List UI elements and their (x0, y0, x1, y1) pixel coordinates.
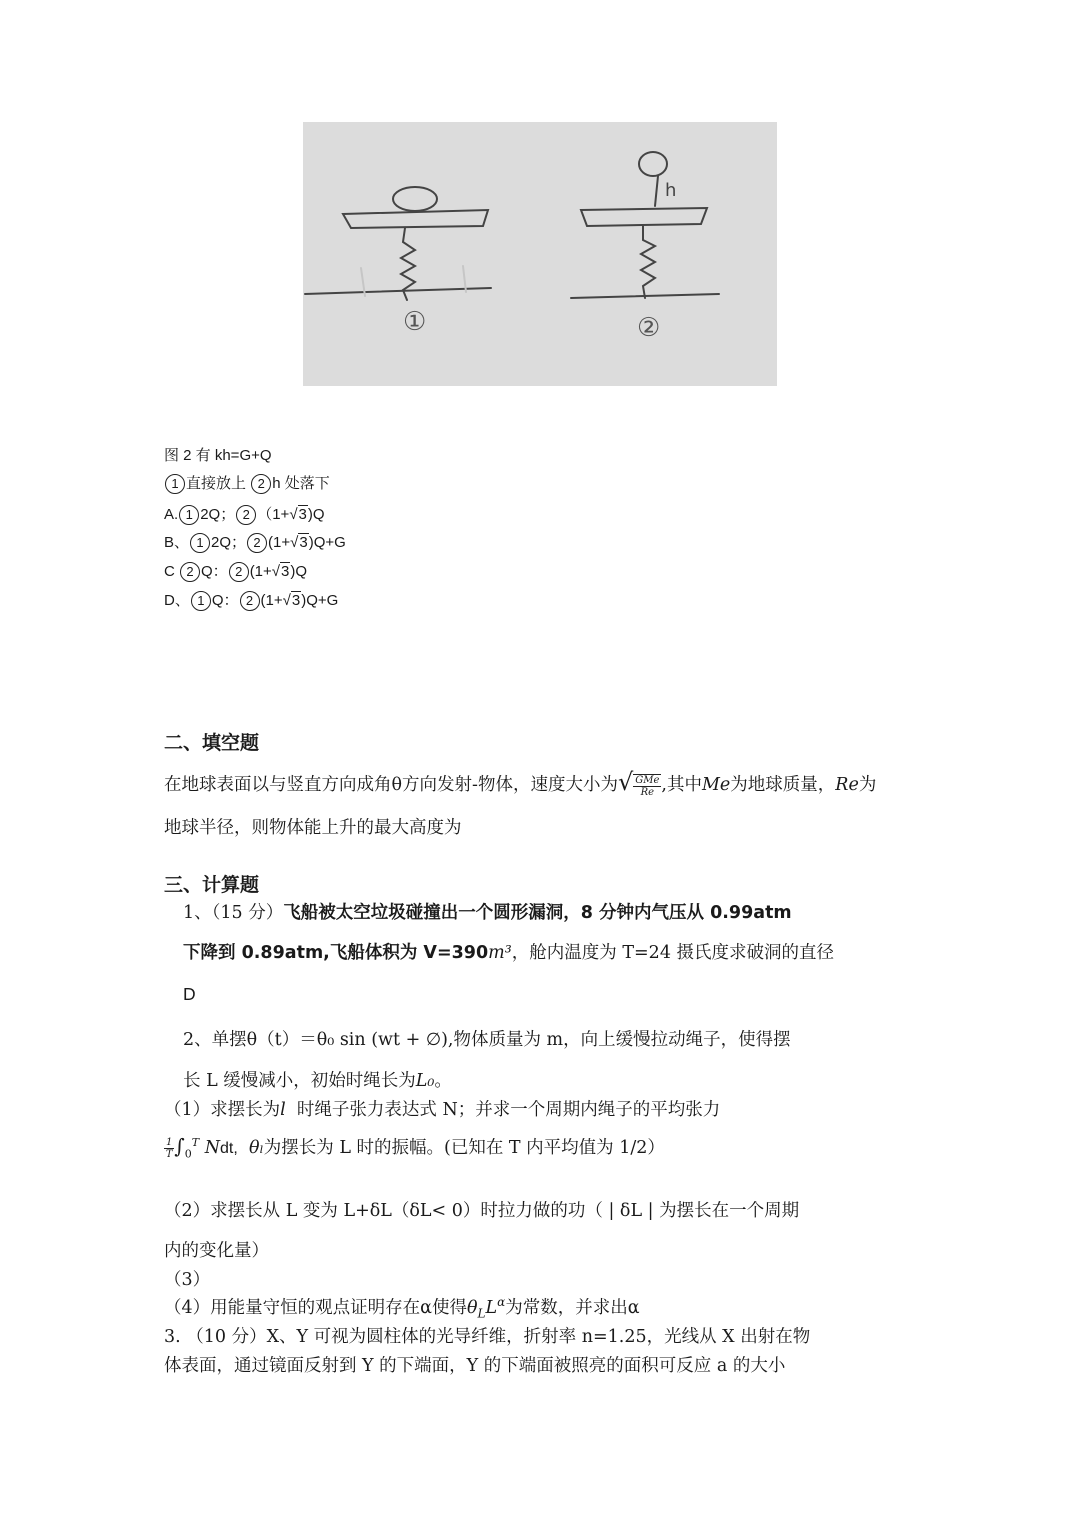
problem3-line2: 体表面，通过镜面反射到 Y 的下端面，Y 的下端面被照亮的面积可反应 a 的大小 (164, 1356, 786, 1376)
plate-right (581, 208, 707, 226)
spring-diagram (303, 122, 777, 386)
ball-right (639, 152, 667, 176)
q1-note: 图 2 有 kh=G+Q (164, 447, 272, 464)
circle-2: 2 (251, 474, 271, 494)
problem1-line2: 下降到 0.89atm,飞船体积为 V=390m³，舱内温度为 T=24 摄氏度求破洞的直径 (183, 943, 835, 963)
problem2-line2: 长 L 缓慢减小，初始时绳长为L₀。 (183, 1071, 452, 1091)
section2-heading: 二、填空题 (164, 732, 260, 754)
section2-line2: 地球半径，则物体能上升的最大高度为 (164, 818, 462, 838)
problem2-line1: 2、单摆θ（t）＝θ₀ sin (wt + ∅),物体质量为 m，向上缓慢拉动绳子，使得摆 (183, 1030, 791, 1050)
problem1-line1: 1、（15 分）飞船被太空垃圾碰撞出一个圆形漏洞，8 分钟内气压从 0.99atm (183, 903, 792, 923)
problem3-line1: 3. （10 分）X、Y 可视为圆柱体的光导纤维，折射率 n=1.25，光线从 X 出射在物 (164, 1327, 811, 1347)
q1-hint: 1 直接放上 2 h 处落下 (164, 472, 330, 494)
subq3: （3） (164, 1270, 211, 1290)
circle-1: 1 (165, 474, 185, 494)
section3-heading: 三、计算题 (164, 874, 260, 896)
plate-left (343, 210, 488, 228)
figure-photo (303, 122, 777, 386)
option-b: B、 1 2Q； 2 (1+√3)Q+G (164, 531, 346, 553)
subq1-line1: （1）求摆长为l 时绳子张力表达式 N；并求一个周期内绳子的平均张力 (164, 1100, 721, 1120)
spring-left (401, 228, 415, 300)
section2-line1: 在地球表面以与竖直方向成角θ方向发射-物体，速度大小为√ $\frac{\text{GMe}}{Re}$ ,其中Me为地球质量，Re为 (164, 768, 877, 798)
problem1-line3: D (183, 984, 196, 1004)
ground-left (305, 288, 491, 294)
ball-left (393, 187, 437, 211)
h-label: h (665, 180, 677, 201)
subq4: （4）用能量守恒的观点证明存在α使得$\theta_LL^\alpha$为常数，并求出α (164, 1295, 640, 1321)
subq1-line2: $\frac{1}{T}$ $\int_0^T$ Ndt, θₗ为摆长为 L 时的振幅。(已知在 T 内平均值为 1/2） (165, 1134, 665, 1161)
subq2-line2: 内的变化量） (164, 1241, 269, 1261)
subq2-line1: （2）求摆长从 L 变为 L+δL（δL< 0）时拉力做的功（ | δL | 为摆长在一个周期 (164, 1201, 800, 1221)
option-c: C 2 Q： 2 (1+√3)Q (164, 560, 307, 582)
option-a: A. 1 2Q； 2 （1+√3)Q (164, 503, 325, 525)
option-d: D、 1 Q： 2 (1+√3)Q+G (164, 589, 338, 611)
figure-label-2: ② (637, 313, 661, 343)
figure-label-1: ① (403, 307, 427, 337)
spring-right (641, 226, 655, 298)
